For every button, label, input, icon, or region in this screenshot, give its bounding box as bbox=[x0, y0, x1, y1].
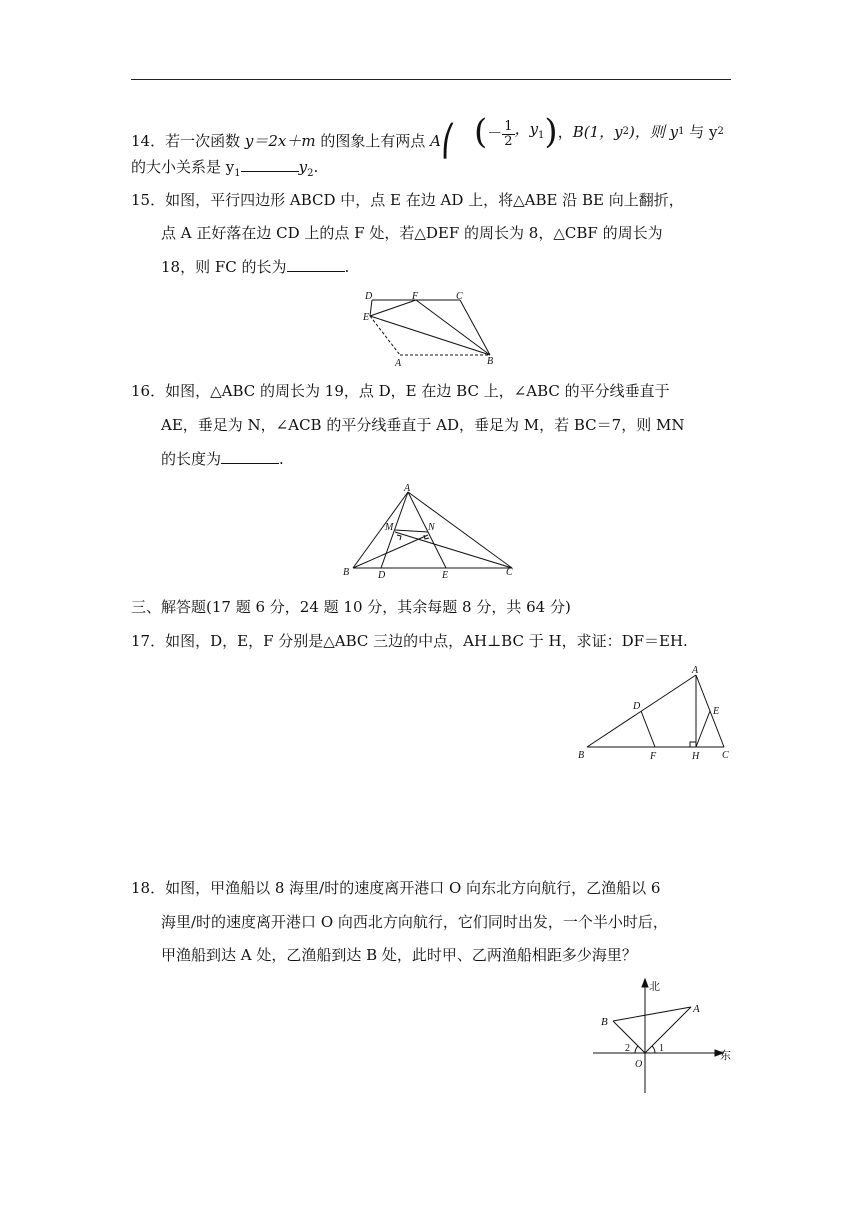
segment-EF bbox=[370, 300, 416, 316]
label-C: C bbox=[456, 291, 463, 302]
q14-line2: 的大小关系是 $y_1$ $y_2$. bbox=[131, 158, 319, 179]
label-H: H bbox=[692, 751, 700, 762]
label-A: A bbox=[693, 1003, 700, 1015]
label-O: O bbox=[635, 1059, 643, 1070]
label-F: F bbox=[650, 751, 657, 762]
q16-line3: 的长度为 . bbox=[161, 450, 284, 468]
label-angle-2: 2 bbox=[625, 1043, 630, 1054]
label-C: C bbox=[506, 567, 513, 578]
right-angle-M bbox=[397, 535, 401, 540]
q18-line2: 海里/时的速度离开港口 O 向西北方向航行，它们同时出发，一个半小时后， bbox=[161, 913, 668, 931]
answer-blank[interactable] bbox=[287, 257, 345, 272]
section-three-heading: 三、解答题(17 题 6 分，24 题 10 分，其余每题 8 分，共 64 分) bbox=[131, 598, 571, 616]
label-A: A bbox=[395, 358, 402, 369]
angle-2-arc bbox=[635, 1046, 638, 1053]
q18-figure bbox=[588, 975, 738, 1097]
label-B: B bbox=[487, 356, 494, 367]
q14-pointA-coords: (－ $\frac{1}{2}$ ，$y_1$)，B(1，y2)，则 y1 与 y2 bbox=[474, 112, 724, 152]
label-D: D bbox=[365, 291, 373, 302]
bisector-C bbox=[395, 532, 512, 568]
answer-blank[interactable] bbox=[221, 449, 279, 464]
q15-figure bbox=[360, 288, 500, 370]
label-north: 北 bbox=[649, 981, 660, 993]
answer-blank[interactable] bbox=[241, 157, 299, 172]
segment-DF bbox=[641, 711, 655, 747]
segment-EH bbox=[696, 711, 710, 747]
label-D: D bbox=[378, 570, 386, 581]
label-B: B bbox=[343, 567, 350, 578]
q18-line3: 甲渔船到达 A 处，乙渔船到达 B 处，此时甲、乙两渔船相距多少海里？ bbox=[161, 946, 637, 964]
q16-figure bbox=[340, 480, 520, 584]
label-A: A bbox=[404, 483, 411, 494]
label-N: N bbox=[428, 522, 435, 533]
segment-AE bbox=[408, 492, 446, 568]
q15-line3: 18，则 FC 的长为 . bbox=[161, 258, 350, 276]
label-E: E bbox=[442, 570, 449, 581]
label-D: D bbox=[633, 701, 641, 712]
segment-DE bbox=[370, 300, 372, 316]
q17-figure bbox=[572, 660, 737, 765]
north-arrow bbox=[642, 979, 648, 987]
segment-AC bbox=[408, 492, 512, 568]
q15-line1: 15．如图，平行四边形 ABCD 中，点 E 在边 AD 上，将△ABE 沿 BE 向上翻折， bbox=[131, 191, 684, 209]
segment-EA bbox=[370, 316, 400, 355]
label-E: E bbox=[713, 706, 720, 717]
q15-line2: 点 A 正好落在边 CD 上的点 F 处，若△DEF 的周长为 8，△CBF 的周长为 bbox=[161, 224, 663, 242]
right-angle-H bbox=[690, 742, 696, 747]
label-A: A bbox=[692, 665, 699, 676]
q18-line1: 18．如图，甲渔船以 8 海里/时的速度离开港口 O 向东北方向航行，乙渔船以 6 bbox=[131, 879, 661, 897]
angle-1-arc bbox=[652, 1046, 655, 1053]
header-rule bbox=[131, 79, 731, 80]
label-east: 东 bbox=[720, 1050, 731, 1062]
label-C: C bbox=[722, 750, 729, 761]
q14-line1: 14．若一次函数 y＝2x＋m 的图象上有两点 A⎛ bbox=[131, 124, 456, 159]
q16-line1: 16．如图，△ABC 的周长为 19，点 D，E 在边 BC 上，∠ABC 的平分线垂直于 bbox=[131, 382, 670, 400]
label-M: M bbox=[385, 522, 394, 533]
label-B: B bbox=[578, 750, 585, 761]
label-angle-1: 1 bbox=[659, 1043, 664, 1054]
label-E: E bbox=[363, 312, 370, 323]
label-F: F bbox=[412, 291, 419, 302]
q17-line1: 17．如图，D，E，F 分别是△ABC 三边的中点，AH⊥BC 于 H，求证：DF＝EH. bbox=[131, 632, 688, 650]
segment-FB bbox=[416, 300, 490, 355]
label-B: B bbox=[601, 1016, 608, 1028]
segment-MN bbox=[395, 530, 428, 532]
q16-line2: AE，垂足为 N，∠ACB 的平分线垂直于 AD，垂足为 M，若 BC＝7，则 MN bbox=[161, 416, 685, 434]
